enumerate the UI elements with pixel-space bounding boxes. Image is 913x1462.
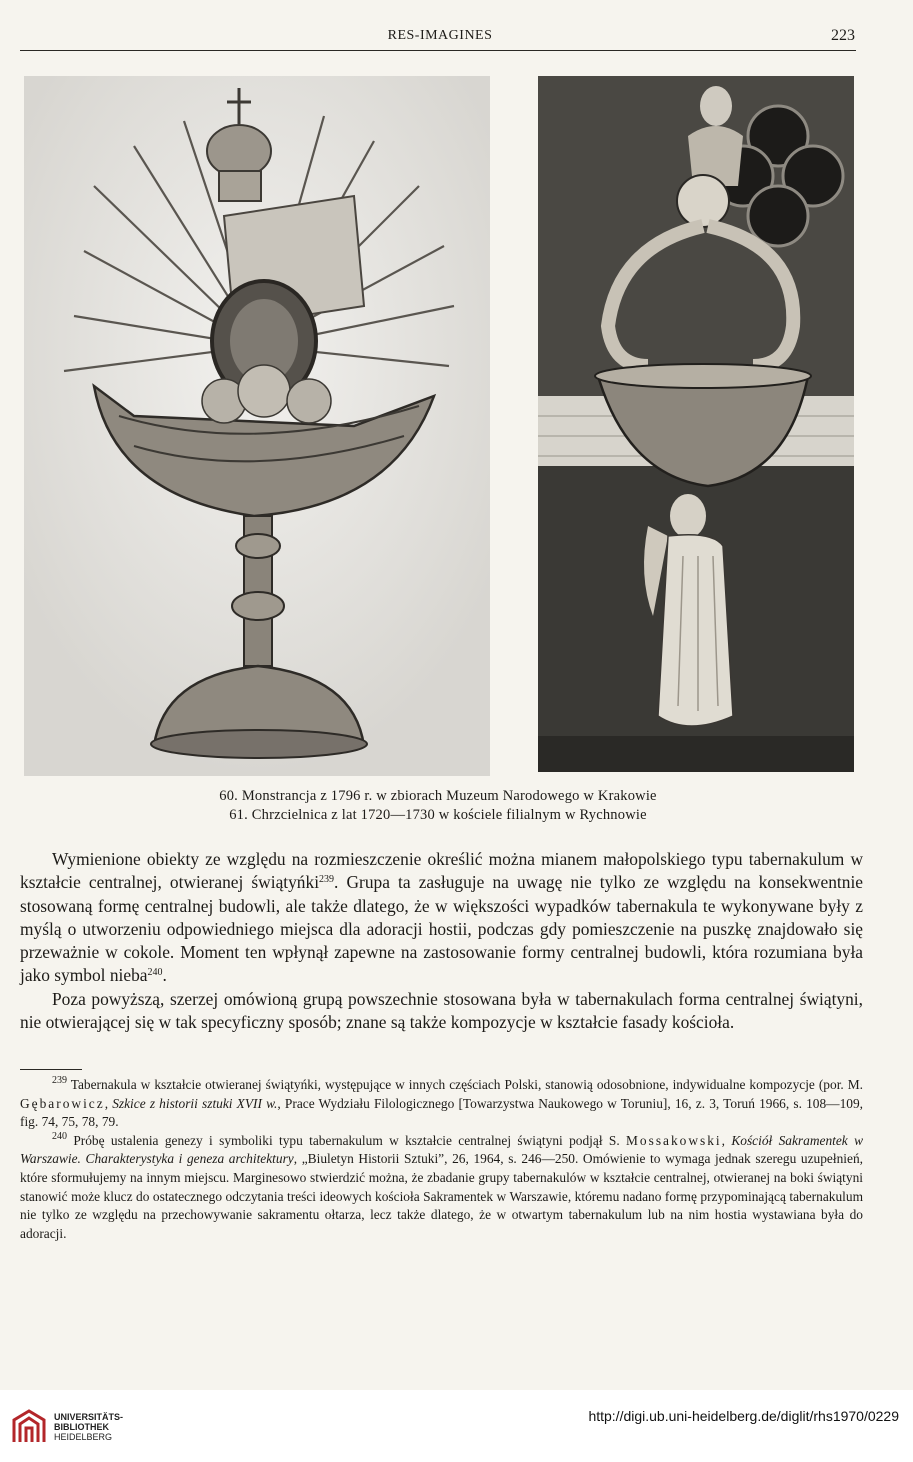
library-name-line-3: HEIDELBERG [54, 1432, 113, 1442]
library-name-line-1: UNIVERSITÄTS- [54, 1412, 124, 1422]
body-text [20, 848, 863, 1034]
footnote-239 [20, 1076, 863, 1132]
paragraph-1-text-b: . Grupa ta zasługuje na uwagę nie tylko ze względu na konsekwentnie stosowaną formę centralnej budowli, ale także dlatego, że w większości wypadków tabernakula te wykonywane były z myślą o utworzeniu odpowiedniego miejsca dla adoracji hostii, podczas gdy pomieszczenie na puszkę znajdowało się przeważnie w cokole. Moment ten wpłynął zapewne na zastosowanie formy centralnej budowli, która rozumiana była jako symbol nieba [20, 872, 863, 986]
footnote-240 [20, 1132, 863, 1244]
page-number: 223 [831, 27, 855, 44]
footnote-240-author: Mossakowski [626, 1132, 722, 1148]
digitization-footer [0, 1390, 913, 1462]
footnote-239-number: 239 [52, 1075, 67, 1086]
footnote-ref-240: 240 [147, 967, 163, 979]
footnote-240-number: 240 [52, 1130, 67, 1142]
running-title: RES-IMAGINES [387, 28, 493, 43]
footnote-239-title: Szkice z historii sztuki XVII w. [112, 1095, 278, 1111]
figure-60-monstrance-photo [24, 76, 490, 776]
footnote-240-text-b: , „Biuletyn Historii Sztuki”, 26, 1964, s. 246—250. Omówienie to wymaga jednak szeregu uzupełnień, które sformułujemy na innym miejscu. Marginesowo stwierdzić można, że zbadanie grupy tabernakulów w kształcie centralnej, otwieranej na boki świątyni stanowić może klucz do ostatecznego odczytania treści ideowych kościoła Sakramentek w Warszawie, któremu nadano formę przypominającą tabernakulum nie tylko ze względu na przechowywanie sakramentu ołtarza, lecz także dlatego, że w otwartym tabernakulum lub na nim hostia wystawiana była do adoracji. [20, 1151, 863, 1241]
figure-60-caption: 60. Monstrancja z 1796 r. w zbiorach Muzeum Narodowego w Krakowie [219, 788, 657, 804]
footnote-239-author: Gębarowicz [20, 1095, 105, 1111]
footnote-239-sep: , [104, 1095, 113, 1111]
library-name-line-2: BIBLIOTHEK [54, 1422, 109, 1432]
paragraph-1-text-c: . [162, 965, 167, 986]
header-rule [20, 50, 856, 51]
footnote-ref-239: 239 [319, 874, 335, 886]
figure-61-caption: 61. Chrzcielnica z lat 1720—1730 w kościele filialnym w Rychnowie [229, 807, 647, 823]
figure-61-baptismal-font-photo [538, 76, 854, 772]
paragraph-2: Poza powyższą, szerzej omówioną grupą powszechnie stosowana była w tabernakulach forma centralnej świątyni, nie otwierającej się w tak specyficzny sposób; znane są także kompozycje w kształcie fasady kościoła. [20, 988, 863, 1033]
footnote-240-sep: , [721, 1132, 732, 1148]
footnote-240-text-a: Próbę ustalenia genezy i symboliki typu tabernakulum w kształcie centralnej świątyni podjął S. [67, 1132, 626, 1148]
permalink-url[interactable]: http://digi.ub.uni-heidelberg.de/diglit/rhs1970/0229 [588, 1408, 899, 1424]
footnote-239-text-a: Tabernakula w kształcie otwieranej świątyńki, występujące w innych częściach Polski, stanowią odosobnione, indywidualne kompozycje (por. M. [67, 1077, 863, 1092]
library-name [54, 1412, 123, 1442]
paragraph-1 [20, 848, 863, 988]
paragraph-1-text-a: Wymienione obiekty ze względu na rozmieszczenie określić można mianem małopolskiego typu tabernakulum w kształcie centralnej, otwieranej świątyńki [20, 849, 863, 893]
footnote-rule [20, 1069, 82, 1070]
footnote-240-title: Kościół Sakramentek w Warszawie. Charakterystyka i geneza architektury [20, 1132, 864, 1167]
footnote-239-text-b: , Prace Wydziału Filologicznego [Towarzystwa Naukowego w Toruniu], 16, z. 3, Toruń 1966, s. 108—109, fig. 74, 75, 78, 79. [20, 1095, 863, 1130]
library-logo-icon [10, 1408, 48, 1446]
footnotes [20, 1076, 863, 1243]
